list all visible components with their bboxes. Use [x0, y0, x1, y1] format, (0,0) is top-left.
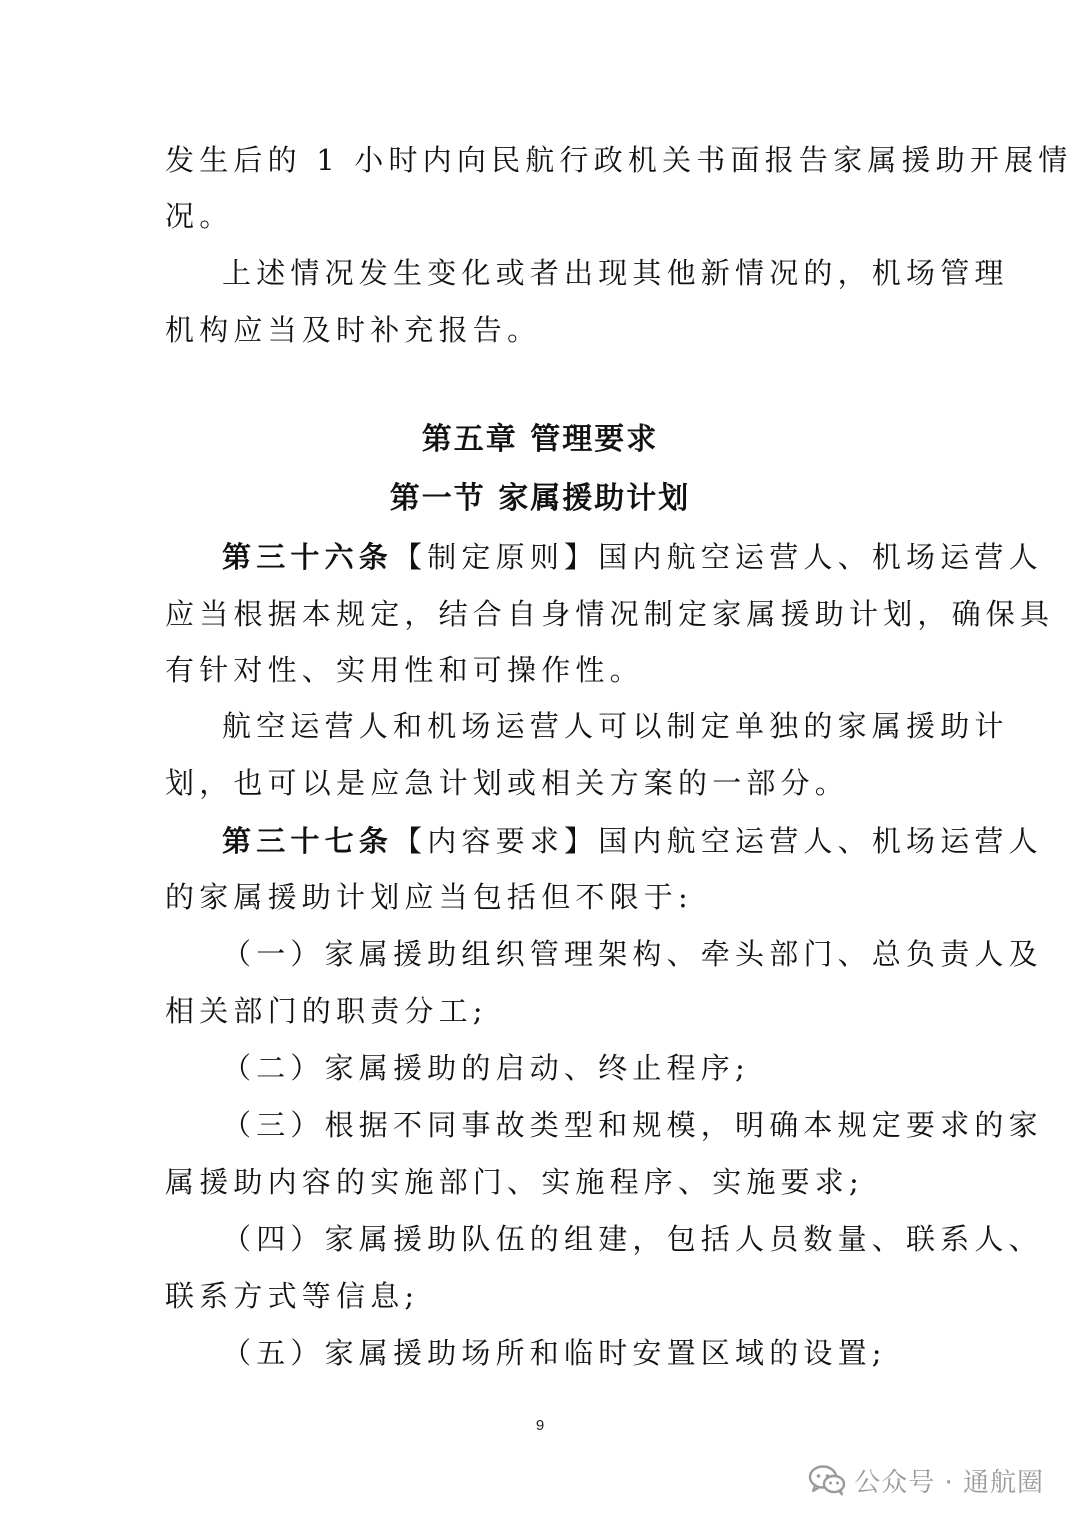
- article-37-line1: 【内容要求】国内航空运营人、机场运营人: [393, 824, 1043, 858]
- list-item-line: （二）家属援助的启动、终止程序;: [222, 1051, 750, 1085]
- section-title: 第一节 家属援助计划: [389, 481, 691, 516]
- article-36-line1: 【制定原则】国内航空运营人、机场运营人: [393, 540, 1043, 574]
- paragraph-line: 发生后的 1 小时内向民航行政机关书面报告家属援助开展情: [165, 143, 1073, 177]
- paragraph-line: 的家属援助计划应当包括但不限于:: [165, 880, 693, 914]
- article-37-line: [222, 821, 1043, 861]
- paragraph-line: 上述情况发生变化或者出现其他新情况的，机场管理: [222, 256, 1009, 290]
- watermark: [808, 1458, 1044, 1502]
- list-item-line: 属援助内容的实施部门、实施程序、实施要求;: [165, 1165, 864, 1199]
- paragraph-line: 航空运营人和机场运营人可以制定单独的家属援助计: [222, 709, 1009, 743]
- list-item-line: （一）家属援助组织管理架构、牵头部门、总负责人及: [222, 937, 1043, 971]
- list-item-line: （五）家属援助场所和临时安置区域的设置;: [222, 1336, 887, 1370]
- paragraph-line: 况。: [165, 199, 234, 233]
- paragraph-line: 有针对性、实用性和可操作性。: [165, 653, 644, 687]
- watermark-text: 公众号 · 通航圈: [854, 1467, 1044, 1498]
- list-item-line: 联系方式等信息;: [165, 1279, 420, 1313]
- paragraph-line: 划，也可以是应急计划或相关方案的一部分。: [165, 766, 850, 800]
- paragraph-line: 应当根据本规定，结合自身情况制定家属援助计划，确保具: [165, 597, 1055, 631]
- article-37-label: 第三十七条: [222, 824, 394, 858]
- article-36-line: [222, 537, 1043, 577]
- list-item-line: （四）家属援助队伍的组建，包括人员数量、联系人、: [222, 1222, 1043, 1256]
- list-item-line: 相关部门的职责分工;: [165, 994, 488, 1028]
- paragraph-line: 机构应当及时补充报告。: [165, 313, 542, 347]
- list-item-line: （三）根据不同事故类型和规模，明确本规定要求的家: [222, 1108, 1043, 1142]
- wechat-icon: [808, 1464, 846, 1496]
- chapter-title: 第五章 管理要求: [421, 422, 659, 457]
- page-number: 9: [535, 1417, 545, 1434]
- article-36-label: 第三十六条: [222, 540, 394, 574]
